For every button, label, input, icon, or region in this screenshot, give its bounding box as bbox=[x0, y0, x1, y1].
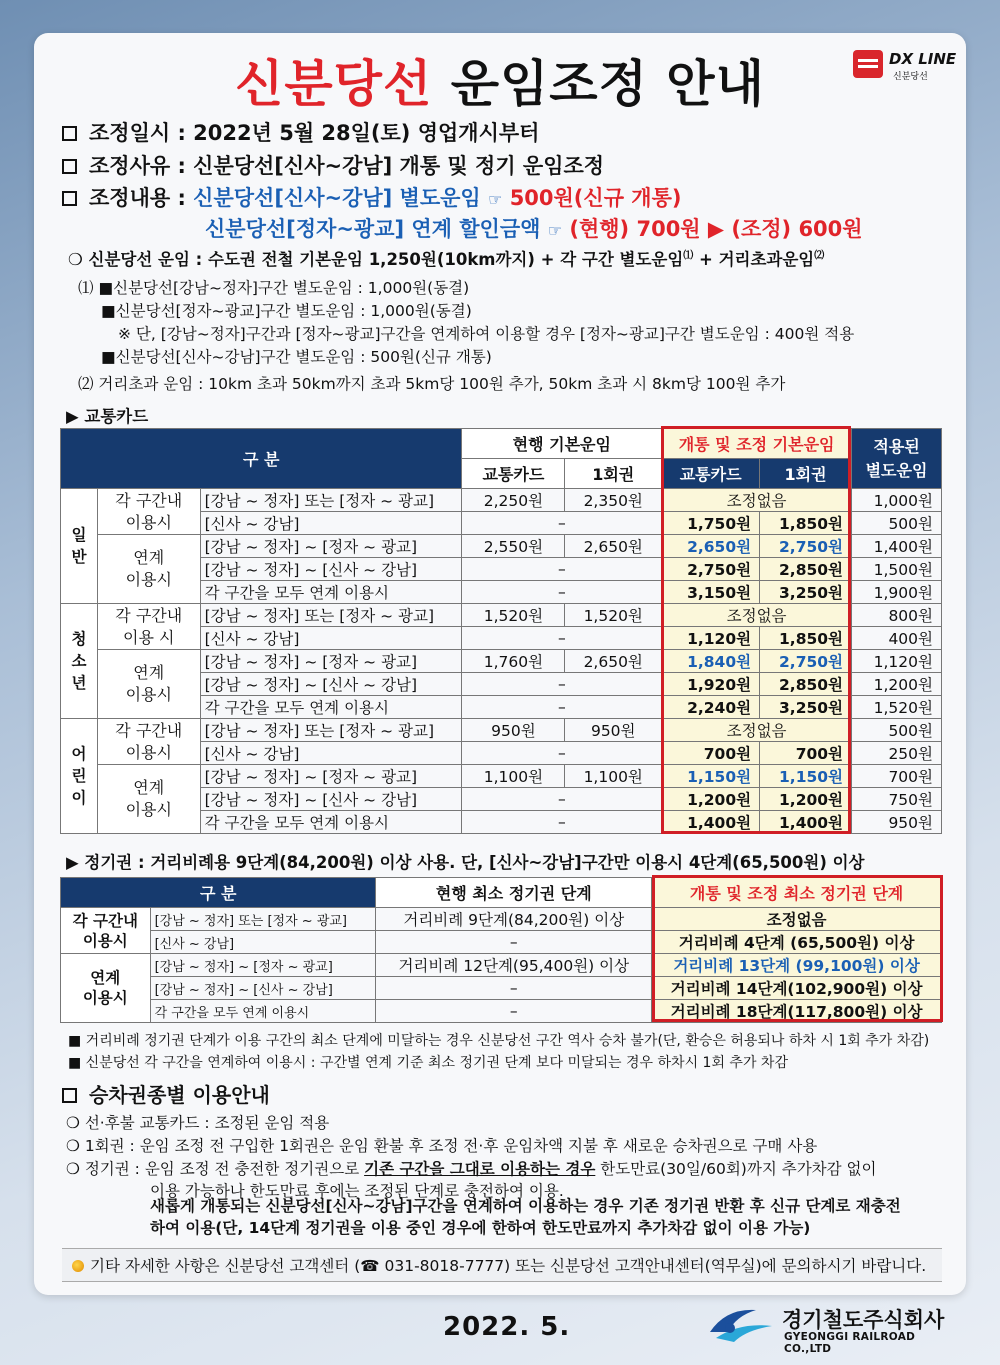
fare-new-single: 3,250원 bbox=[760, 696, 852, 719]
fare-new-single: 2,850원 bbox=[760, 558, 852, 581]
fare-current-card: – bbox=[462, 673, 662, 696]
fare-current-card: – bbox=[462, 696, 662, 719]
header-card: 교통카드 bbox=[462, 459, 565, 489]
fare-new-card: 조정없음 bbox=[662, 489, 852, 512]
fare-route: [신사 ~ 강남] bbox=[200, 512, 462, 535]
fare-row bbox=[61, 535, 942, 558]
fare-new-single: 1,850원 bbox=[760, 627, 852, 650]
fare-route: [강남 ~ 정자] ~ [신사 ~ 강남] bbox=[200, 788, 462, 811]
logo-brand: DX LINE bbox=[889, 50, 957, 68]
fare-route: [강남 ~ 정자] 또는 [정자 ~ 광교] bbox=[200, 604, 462, 627]
pass-current: 거리비례 12단계(95,400원) 이상 bbox=[376, 954, 652, 977]
fare-new-card: 조정없음 bbox=[662, 719, 852, 742]
gyeonggi-rail-icon bbox=[706, 1302, 776, 1346]
checkbox-icon bbox=[62, 159, 77, 174]
fare-current-card: 1,100원 bbox=[462, 765, 565, 788]
ticket-guide-item-1: ❍ 선·후불 교통카드 : 조정된 운임 적용 bbox=[66, 1114, 330, 1132]
fare-table bbox=[60, 428, 942, 834]
fare-current-card: 950원 bbox=[462, 719, 565, 742]
dx-line-logo bbox=[853, 50, 973, 90]
fare-applied: 400원 bbox=[852, 627, 942, 650]
fare-subgroup-label: 연계 이용시 bbox=[97, 535, 200, 604]
checkbox-icon bbox=[62, 1088, 77, 1103]
pass-header-category: 구 분 bbox=[61, 878, 376, 908]
fare-new-single: 1,150원 bbox=[760, 765, 852, 788]
fare-new-card: 2,240원 bbox=[662, 696, 760, 719]
hand-pointer-icon: ☞ bbox=[547, 221, 563, 240]
fare-route: 각 구간을 모두 연계 이용시 bbox=[200, 581, 462, 604]
fare-current-card: 2,250원 bbox=[462, 489, 565, 512]
fare-applied: 1,500원 bbox=[852, 558, 942, 581]
fare-current-card: – bbox=[462, 627, 662, 650]
fare-current-single: 1,520원 bbox=[565, 604, 662, 627]
fare-current-card: – bbox=[462, 581, 662, 604]
hand-pointer-icon: ☞ bbox=[488, 190, 503, 209]
fare-current-card: 2,550원 bbox=[462, 535, 565, 558]
pass-header-current: 현행 최소 정기권 단계 bbox=[376, 878, 652, 908]
ticket-guide-item-3c: 이용 가능하나 한도만료 후에는 조정된 단계로 충전하여 이용. bbox=[150, 1182, 564, 1200]
ticket-guide-item-3: ❍ 정기권 : 운임 조정 전 충전한 정기권으로 기존 구간을 그대로 이용하는 경우 한도만료(30일/60회)까지 추가차감 없이 bbox=[66, 1160, 877, 1178]
pass-new: 조정없음 bbox=[652, 908, 942, 931]
fare-applied: 250원 bbox=[852, 742, 942, 765]
adjust-content-line-2: 신분당선[정자~광교] 연계 할인금액 ☞ (현행) 700원 ▶ (조정) 600원 bbox=[205, 217, 863, 241]
fare-new-card: 2,650원 bbox=[662, 535, 760, 558]
fare-current-single: 2,350원 bbox=[565, 489, 662, 512]
pass-new: 거리비례 18단계(117,800원) 이상 bbox=[652, 1000, 942, 1023]
fare-new-card: 2,750원 bbox=[662, 558, 760, 581]
pass-note-2: ■ 신분당선 각 구간을 연계하여 이용시 : 구간별 연계 기준 최소 정기권 단계 보다 미달되는 경우 하차시 1회 추가 차감 bbox=[68, 1055, 788, 1071]
fare-route: [강남 ~ 정자] 또는 [정자 ~ 광교] bbox=[200, 489, 462, 512]
pass-new: 거리비례 13단계 (99,100원) 이상 bbox=[652, 954, 942, 977]
fare-route: [강남 ~ 정자] ~ [정자 ~ 광교] bbox=[200, 765, 462, 788]
fare-new-single: 700원 bbox=[760, 742, 852, 765]
fare-subgroup-label: 연계 이용시 bbox=[97, 765, 200, 834]
checkbox-icon bbox=[62, 191, 77, 206]
fare-current-single: 2,650원 bbox=[565, 650, 662, 673]
fare-new-single: 2,850원 bbox=[760, 673, 852, 696]
fare-applied: 1,000원 bbox=[852, 489, 942, 512]
adjust-date-line: 조정일시 : 2022년 5월 28일(토) 영업개시부터 bbox=[62, 117, 539, 147]
fare-new-card: 1,750원 bbox=[662, 512, 760, 535]
checkbox-icon bbox=[62, 126, 77, 141]
pass-current: – bbox=[376, 931, 652, 954]
fare-route: [강남 ~ 정자] ~ [신사 ~ 강남] bbox=[200, 673, 462, 696]
fare-note-2: ⑵ 거리초과 운임 : 10km 초과 50km까지 초과 5km당 100원 추가, 50km 초과 시 8km당 100원 추가 bbox=[78, 375, 786, 393]
fare-applied: 800원 bbox=[852, 604, 942, 627]
header-current: 현행 기본운임 bbox=[462, 429, 662, 459]
fare-note-1a: ⑴ ■신분당선[강남~정자]구간 별도운임 : 1,000원(동결) bbox=[78, 279, 470, 297]
pass-route: [강남 ~ 정자] 또는 [정자 ~ 광교] bbox=[150, 908, 376, 931]
fare-route: [강남 ~ 정자] 또는 [정자 ~ 광교] bbox=[200, 719, 462, 742]
header-new-card: 교통카드 bbox=[662, 459, 760, 489]
fare-new-single: 3,250원 bbox=[760, 581, 852, 604]
pass-route: [강남 ~ 정자] ~ [정자 ~ 광교] bbox=[150, 954, 376, 977]
page-title: 신분당선 운임조정 안내 bbox=[235, 55, 765, 113]
contact-note: 기타 자세한 사항은 신분당선 고객센터 (☎ 031-8018-7777) 또는 신분당선 고객안내센터(역무실)에 문의하시기 바랍니다. bbox=[62, 1248, 942, 1282]
fare-applied: 950원 bbox=[852, 811, 942, 834]
fare-current-card: – bbox=[462, 788, 662, 811]
fare-row bbox=[61, 489, 942, 512]
fare-note-1d: ■신분당선[신사~강남]구간 별도운임 : 500원(신규 개통) bbox=[101, 348, 492, 366]
fare-new-card: 1,920원 bbox=[662, 673, 760, 696]
fare-group-label: 일 반 bbox=[61, 489, 98, 604]
fare-note-1b: ■신분당선[정자~광교]구간 별도운임 : 1,000원(동결) bbox=[101, 302, 472, 320]
header-new: 개통 및 조정 기본운임 bbox=[662, 429, 852, 459]
company-name-ko: 경기철도주식회사 bbox=[782, 1308, 945, 1332]
fare-group-label: 어 린 이 bbox=[61, 719, 98, 834]
fare-subgroup-label: 연계 이용시 bbox=[97, 650, 200, 719]
header-applied: 적용된 별도운임 bbox=[852, 429, 942, 489]
fare-new-card: 1,150원 bbox=[662, 765, 760, 788]
fare-row bbox=[61, 719, 942, 742]
fare-rule-main: ❍ 신분당선 운임 : 수도권 전철 기본운임 1,250원(10km까지) + 각 구간 별도운임⑴ + 거리초과운임⑵ bbox=[68, 250, 825, 269]
fare-applied: 500원 bbox=[852, 719, 942, 742]
fare-new-single: 2,750원 bbox=[760, 535, 852, 558]
fare-current-card: – bbox=[462, 742, 662, 765]
fare-current-card: – bbox=[462, 512, 662, 535]
fare-route: [강남 ~ 정자] ~ [정자 ~ 광교] bbox=[200, 650, 462, 673]
pass-group-within: 각 구간내 이용시 bbox=[61, 908, 151, 954]
fare-row bbox=[61, 650, 942, 673]
fare-new-single: 1,200원 bbox=[760, 788, 852, 811]
fare-applied: 1,520원 bbox=[852, 696, 942, 719]
fare-applied: 500원 bbox=[852, 512, 942, 535]
header-new-single: 1회권 bbox=[760, 459, 852, 489]
fare-route: [강남 ~ 정자] ~ [신사 ~ 강남] bbox=[200, 558, 462, 581]
pass-new: 거리비례 14단계(102,900원) 이상 bbox=[652, 977, 942, 1000]
fare-applied: 1,120원 bbox=[852, 650, 942, 673]
pass-current: 거리비례 9단계(84,200원) 이상 bbox=[376, 908, 652, 931]
pass-route: [신사 ~ 강남] bbox=[150, 931, 376, 954]
fare-new-card: 3,150원 bbox=[662, 581, 760, 604]
fare-route: [신사 ~ 강남] bbox=[200, 742, 462, 765]
fare-route: [신사 ~ 강남] bbox=[200, 627, 462, 650]
fare-route: 각 구간을 모두 연계 이용시 bbox=[200, 811, 462, 834]
fare-current-card: 1,520원 bbox=[462, 604, 565, 627]
fare-new-card: 1,200원 bbox=[662, 788, 760, 811]
issue-date: 2022. 5. bbox=[443, 1312, 571, 1342]
pass-header-new: 개통 및 조정 최소 정기권 단계 bbox=[652, 878, 942, 908]
fare-current-card: 1,760원 bbox=[462, 650, 565, 673]
fare-applied: 750원 bbox=[852, 788, 942, 811]
pass-table bbox=[60, 877, 942, 1023]
fare-applied: 1,900원 bbox=[852, 581, 942, 604]
fare-new-single: 1,400원 bbox=[760, 811, 852, 834]
company-logo bbox=[706, 1302, 966, 1355]
pass-heading: ▶ 정기권 : 거리비례용 9단계(84,200원) 이상 사용. 단, [신사~강남]구간만 이용시 4단계(65,500원) 이상 bbox=[66, 853, 865, 872]
fare-row bbox=[61, 604, 942, 627]
fare-new-card: 1,840원 bbox=[662, 650, 760, 673]
fare-current-single: 2,650원 bbox=[565, 535, 662, 558]
fare-current-single: 1,100원 bbox=[565, 765, 662, 788]
train-icon bbox=[853, 50, 883, 78]
fare-subgroup-label: 각 구간내 이용 시 bbox=[97, 604, 200, 650]
fare-subgroup-label: 각 구간내 이용시 bbox=[97, 489, 200, 535]
pass-group-linked: 연계 이용시 bbox=[61, 954, 151, 1023]
header-single: 1회권 bbox=[565, 459, 662, 489]
fare-new-single: 2,750원 bbox=[760, 650, 852, 673]
company-name-en: GYEONGGI RAILROAD CO.,LTD bbox=[784, 1331, 916, 1355]
fare-new-card: 1,120원 bbox=[662, 627, 760, 650]
pass-route: [강남 ~ 정자] ~ [신사 ~ 강남] bbox=[150, 977, 376, 1000]
fare-new-card: 조정없음 bbox=[662, 604, 852, 627]
adjust-content-line-1: 조정내용 : 신분당선[신사~강남] 별도운임 ☞ 500원(신규 개통) bbox=[62, 182, 681, 212]
fare-current-card: – bbox=[462, 558, 662, 581]
ticket-guide-item-3e: 하여 이용(단, 14단계 정기권을 이용 중인 경우에 한하여 한도만료까지 추가차감 없이 이용 가능) bbox=[150, 1219, 811, 1237]
fare-row bbox=[61, 765, 942, 788]
pass-note-1: ■ 거리비례 정기권 단계가 이용 구간의 최소 단계에 미달하는 경우 신분당선 구간 역사 승차 불가(단, 환승은 허용되나 하차 시 1회 추가 차감) bbox=[68, 1033, 930, 1049]
fare-applied: 700원 bbox=[852, 765, 942, 788]
header-category: 구 분 bbox=[61, 429, 462, 489]
fare-current-single: 950원 bbox=[565, 719, 662, 742]
fare-new-card: 1,400원 bbox=[662, 811, 760, 834]
fare-new-single: 1,850원 bbox=[760, 512, 852, 535]
fare-applied: 1,200원 bbox=[852, 673, 942, 696]
traffic-card-heading: ▶ 교통카드 bbox=[66, 407, 149, 426]
logo-sub: 신분당선 bbox=[893, 72, 928, 82]
fare-note-1c: ※ 단, [강남~정자]구간과 [정자~광교]구간을 연계하여 이용할 경우 [정자~광교]구간 별도운임 : 400원 적용 bbox=[118, 325, 855, 343]
bullet-icon bbox=[72, 1260, 84, 1272]
fare-applied: 1,400원 bbox=[852, 535, 942, 558]
ticket-guide-item-2: ❍ 1회권 : 운임 조정 전 구입한 1회권은 운임 환불 후 조정 전·후 운임차액 지불 후 새로운 승차권으로 구매 사용 bbox=[66, 1137, 818, 1155]
pass-new: 거리비례 4단계 (65,500원) 이상 bbox=[652, 931, 942, 954]
ticket-guide-item-3d: 새롭게 개통되는 신분당선[신사~강남]구간을 연계하여 이용하는 경우 기존 정기권 반환 후 신규 단계로 재충전 bbox=[150, 1197, 901, 1215]
adjust-reason-line: 조정사유 : 신분당선[신사~강남] 개통 및 정기 운임조정 bbox=[62, 150, 604, 180]
ticket-guide-heading: 승차권종별 이용안내 bbox=[62, 1079, 270, 1108]
pass-route: 각 구간을 모두 연계 이용시 bbox=[150, 1000, 376, 1023]
fare-subgroup-label: 각 구간내 이용시 bbox=[97, 719, 200, 765]
pass-current: – bbox=[376, 977, 652, 1000]
fare-route: [강남 ~ 정자] ~ [정자 ~ 광교] bbox=[200, 535, 462, 558]
fare-new-card: 700원 bbox=[662, 742, 760, 765]
fare-group-label: 청 소 년 bbox=[61, 604, 98, 719]
fare-route: 각 구간을 모두 연계 이용시 bbox=[200, 696, 462, 719]
fare-current-card: – bbox=[462, 811, 662, 834]
pass-current: – bbox=[376, 1000, 652, 1023]
